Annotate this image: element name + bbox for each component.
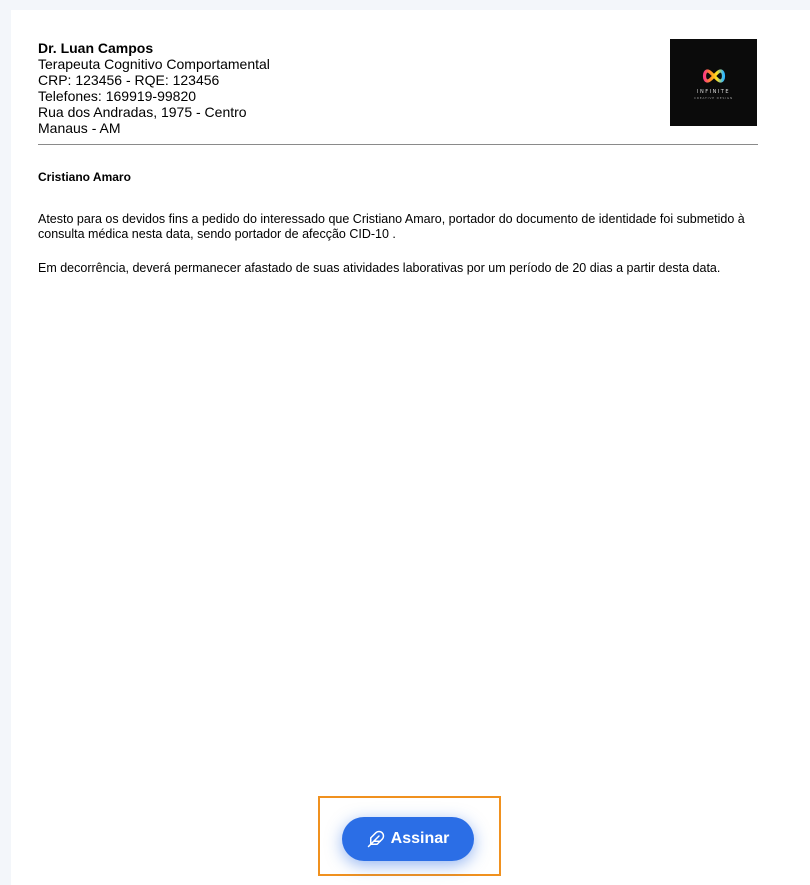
- doctor-specialty: Terapeuta Cognitivo Comportamental: [38, 56, 270, 72]
- doctor-address: Rua dos Andradas, 1975 - Centro: [38, 104, 247, 120]
- feather-icon: [367, 830, 385, 848]
- logo-tagline: CREATIVE DESIGN: [693, 96, 734, 100]
- doctor-name: Dr. Luan Campos: [38, 40, 154, 56]
- sign-button-label: Assinar: [390, 830, 450, 847]
- infinity-logo-icon: [701, 69, 727, 83]
- sign-button[interactable]: [342, 817, 474, 861]
- doctor-info: [38, 40, 758, 136]
- logo-brand: INFINITE: [697, 89, 730, 95]
- certificate-page: [11, 10, 810, 885]
- patient-name: Cristiano Amaro: [38, 170, 131, 184]
- doctor-registration: CRP: 123456 - RQE: 123456: [38, 72, 220, 88]
- clinic-logo: [670, 39, 757, 126]
- header-divider: [38, 144, 758, 145]
- certificate-paragraph-1: Atesto para os devidos fins a pedido do interessado que Cristiano Amaro, portador do documento de identidade foi submetido à consulta médica nesta data, sendo portador de afecção CID-10 .: [38, 212, 745, 241]
- doctor-city: Manaus - AM: [38, 120, 121, 136]
- certificate-paragraph-2: Em decorrência, deverá permanecer afastado de suas atividades laborativas por um período de 20 dias a partir desta data.: [38, 261, 721, 275]
- doctor-phone: Telefones: 169919-99820: [38, 88, 197, 104]
